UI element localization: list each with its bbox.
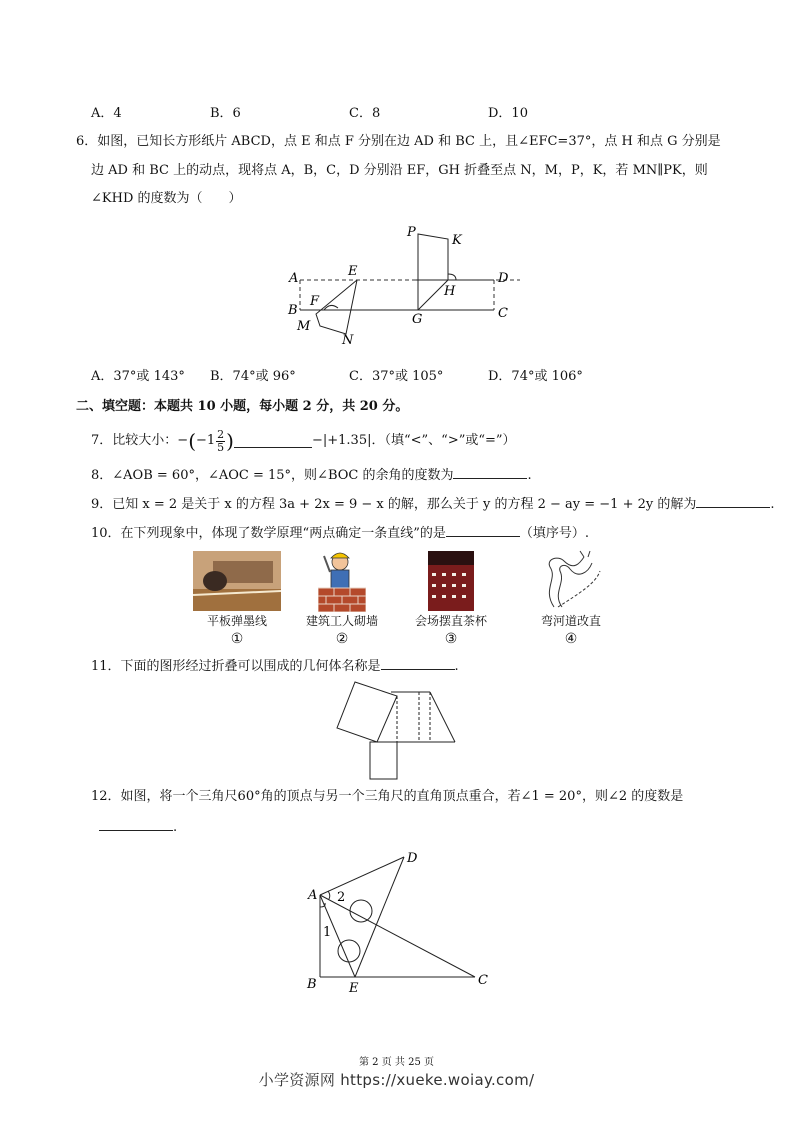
q9-blank[interactable]: [696, 495, 770, 508]
q7-prefix: 7．比较大小：: [91, 433, 178, 448]
q10-caption-1: 平板弹墨线: [206, 614, 267, 628]
q7-paren-open: (: [188, 429, 196, 453]
q6-option-b: B．74°或 96°: [210, 369, 296, 384]
q10-line: [91, 524, 589, 543]
label-B: B: [307, 977, 317, 992]
section2-heading: 二、填空题：本题共 10 小题，每小题 2 分，共 20 分。: [76, 399, 409, 414]
label-N: N: [342, 333, 354, 348]
label-A: A: [308, 888, 318, 903]
q8-blank[interactable]: [453, 466, 527, 479]
q5-option-a: A．4: [91, 106, 122, 121]
q10-num-4: ④: [564, 631, 578, 647]
q7-denominator: 5: [217, 440, 225, 454]
q10-num-2: ②: [335, 631, 349, 647]
q6-option-a: A．37°或 143°: [91, 369, 185, 384]
label-D: D: [407, 851, 418, 866]
q10-photo-teacups: [428, 551, 474, 611]
q10-river-straighten-icon: [540, 549, 604, 611]
q7-blank[interactable]: [234, 435, 312, 448]
q7-minus-one: −1: [196, 433, 216, 448]
label-D: D: [498, 271, 509, 286]
q11-text: 11．下面的图形经过折叠可以围成的几何体名称是: [91, 659, 381, 674]
q12-blank[interactable]: [99, 818, 173, 831]
q9-end: .: [770, 497, 775, 512]
q10-caption-4: 弯河道改直: [540, 614, 601, 628]
q10-num-3: ③: [444, 631, 458, 647]
q8-end: .: [527, 468, 532, 483]
angle-arc-2: [328, 891, 330, 899]
q11-blank[interactable]: [381, 657, 455, 670]
q10-num-1: ①: [230, 631, 244, 647]
q7-fraction: [216, 429, 225, 454]
q7-paren-close: ): [226, 429, 234, 453]
q5-option-b: B．6: [210, 106, 241, 121]
q7-line: [91, 426, 516, 456]
hole-lower: [338, 940, 360, 962]
q7-neg: −: [177, 433, 189, 448]
q10-caption-2: 建筑工人砌墙: [305, 614, 378, 628]
q10-caption-3: 会场摆直茶杯: [414, 614, 487, 628]
q6-line2: 边 AD 和 BC 上的动点，现将点 A，B，C，D 分别沿 EF，GH 折叠至点 N，M，P，K，若 MN∥PK，则: [91, 163, 708, 178]
line-ac: [320, 895, 475, 977]
q6-line1: 6．如图，已知长方形纸片 ABCD，点 E 和点 F 分别在边 AD 和 BC 上，且∠EFC=37°，点 H 和点 G 分别是: [76, 134, 721, 149]
angle-arc-h: [448, 274, 456, 280]
q6-option-c: C．37°或 105°: [349, 369, 444, 384]
label-E: E: [348, 264, 358, 279]
page-number: 第 2 页 共 25 页: [359, 1057, 434, 1068]
watermark: 小学资源网 https://xueke.woiay.com/: [258, 1071, 535, 1089]
q10-photo-chalk-line: [193, 551, 281, 611]
q11-end: .: [454, 659, 459, 674]
label-K: K: [452, 233, 462, 248]
q8-text: 8．∠AOB = 60°，∠AOC = 15°，则∠BOC 的余角的度数为: [91, 468, 454, 483]
q7-mid: −|+1.35|: [311, 433, 372, 448]
q5-option-c: C．8: [349, 106, 381, 121]
q9-line: [91, 495, 775, 514]
hole-upper: [350, 900, 372, 922]
label-C: C: [498, 306, 508, 321]
q8-line: [91, 466, 532, 485]
line-ad: [320, 857, 404, 895]
net-right-edge: [430, 692, 455, 742]
q12-line1: 12．如图，将一个三角尺60°角的顶点与另一个三角尺的直角顶点重合，若∠1 = 20°，则∠2 的度数是: [91, 789, 684, 804]
net-bottom-square: [370, 742, 397, 779]
q6-line3: ∠KHD 的度数为（ ）: [91, 191, 242, 206]
label-angle-2: 2: [337, 890, 346, 905]
q5-option-d: D．10: [488, 106, 528, 121]
q7-numerator: 2: [217, 427, 225, 441]
label-B: B: [288, 303, 298, 318]
label-A: A: [289, 271, 299, 286]
label-M: M: [297, 319, 311, 334]
label-H: H: [444, 284, 456, 299]
q10-suffix: （填序号）.: [519, 526, 589, 541]
net-left-square: [337, 682, 397, 742]
q10-blank[interactable]: [446, 524, 520, 537]
label-E: E: [349, 981, 359, 995]
label-C: C: [478, 973, 488, 988]
label-G: G: [412, 312, 423, 327]
q12-triangle-diagram: [300, 845, 500, 995]
q11-net-diagram: [335, 672, 460, 782]
q10-text: 10．在下列现象中，体现了数学原理“两点确定一条直线”的是: [91, 526, 446, 541]
label-angle-1: 1: [323, 925, 332, 940]
q12-end: .: [173, 820, 178, 835]
q7-suffix: ．（填“<”、“>”或“=”）: [371, 433, 516, 448]
q12-line2: [99, 818, 177, 837]
label-F: F: [310, 294, 320, 309]
label-P: P: [407, 225, 416, 240]
q6-option-d: D．74°或 106°: [488, 369, 583, 384]
q9-text: 9．已知 x = 2 是关于 x 的方程 3a + 2x = 9 − x 的解，那么关于 y 的方程 2 − ay = −1 + 2y 的解为: [91, 497, 697, 512]
q10-bricklayer-icon: [318, 548, 366, 612]
q6-fold-diagram: [280, 222, 520, 352]
